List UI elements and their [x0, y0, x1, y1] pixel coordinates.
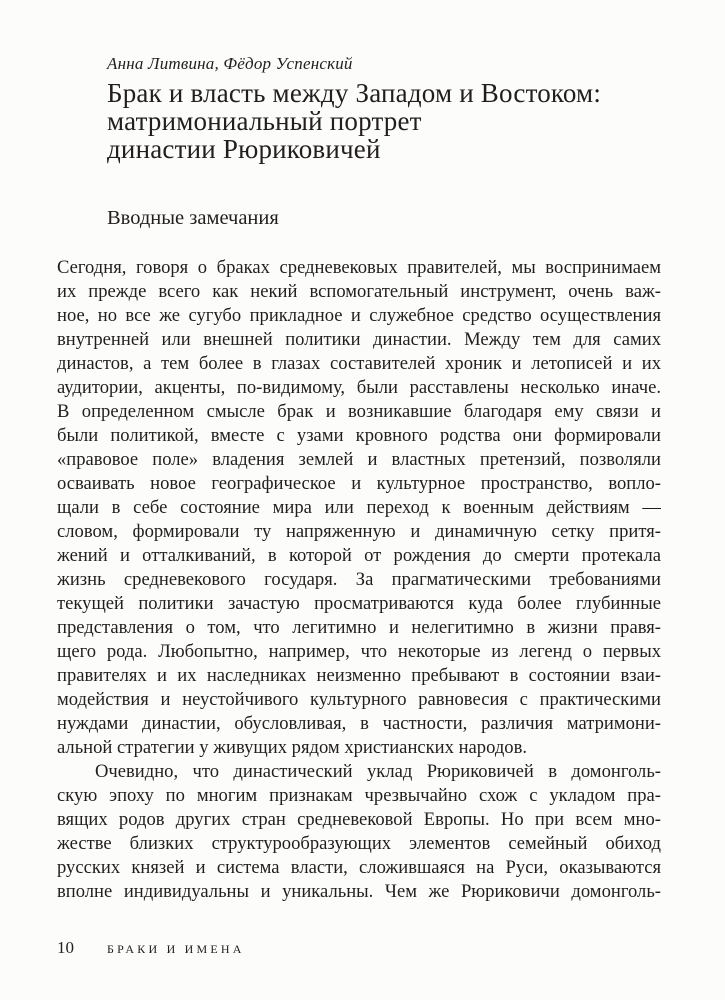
authors-line: Анна Литвина, Фёдор Успенский	[107, 54, 353, 73]
body-line: династов, а тем более в глазах составителей хроник и летописей и их	[57, 353, 661, 374]
body-line: текущей политики зачастую просматриваются куда более глубинные	[57, 593, 661, 614]
page-footer	[57, 938, 661, 960]
body-line: жений и отталкиваний, в которой от рождения до смерти протекала	[57, 545, 661, 566]
title-line: династии Рюриковичей	[107, 134, 381, 164]
body-line: жестве близких структурообразующих элементов семейный обиход	[57, 833, 661, 854]
page-number: 10	[57, 938, 74, 957]
body-text	[57, 256, 661, 904]
body-line: вящих родов других стран средневековой Европы. Но при всем мно-	[57, 809, 661, 830]
body-line: скую эпоху по многим признакам чрезвычайно схож с укладом пра-	[57, 785, 661, 806]
body-line: модействия и неустойчивого культурного равновесия с практическими	[57, 689, 661, 710]
body-line: словом, формировали ту напряженную и динамичную сетку притя-	[57, 521, 661, 542]
body-line: альной стратегии у живущих рядом христианских народов.	[57, 737, 528, 758]
body-line: правителях и их наследниках неизменно пребывают в состоянии взаи-	[57, 665, 661, 686]
body-line: их прежде всего как некий вспомогательный инструмент, очень важ-	[57, 281, 661, 302]
title-line: матримониальный портрет	[107, 106, 422, 136]
body-line: аудитории, акценты, по-видимому, были расставлены несколько иначе.	[57, 377, 661, 398]
body-line: внутренней или внешней политики династии. Между тем для самих	[57, 329, 661, 350]
book-title	[107, 79, 601, 163]
body-line: щего рода. Любопытно, например, что некоторые из легенд о первых	[57, 641, 661, 662]
body-line: щали в себе состояние мира или переход к военным действиям —	[57, 497, 661, 518]
body-line: были политикой, вместе с узами кровного родства они формировали	[57, 425, 661, 446]
body-line: представления о том, что легитимно и нелегитимно в жизни правя-	[57, 617, 661, 638]
body-line: Очевидно, что династический уклад Рюриковичей в домонголь-	[95, 761, 661, 782]
running-title: БРАКИ И ИМЕНА	[107, 942, 245, 956]
body-line: вполне индивидуальны и уникальны. Чем же Рюриковичи домонголь-	[57, 881, 661, 902]
body-line: русских князей и система власти, сложившаяся на Руси, оказываются	[57, 857, 661, 878]
body-line: нуждами династии, обусловливая, в частности, различия матримони-	[57, 713, 661, 734]
title-line: Брак и власть между Западом и Востоком:	[107, 78, 602, 108]
body-line: ное, но все же сугубо прикладное и служебное средство осуществления	[57, 305, 661, 326]
body-line: В определенном смысле брак и возникавшие благодаря ему связи и	[57, 401, 661, 422]
body-line: осваивать новое географическое и культурное пространство, вопло-	[57, 473, 661, 494]
body-line: жизнь средневекового государя. За прагматическими требованиями	[57, 569, 661, 590]
section-heading: Вводные замечания	[107, 207, 279, 229]
body-line: «правовое поле» владения землей и властных претензий, позволяли	[57, 449, 661, 470]
body-line: Сегодня, говоря о браках средневековых правителей, мы воспринимаем	[57, 257, 661, 278]
